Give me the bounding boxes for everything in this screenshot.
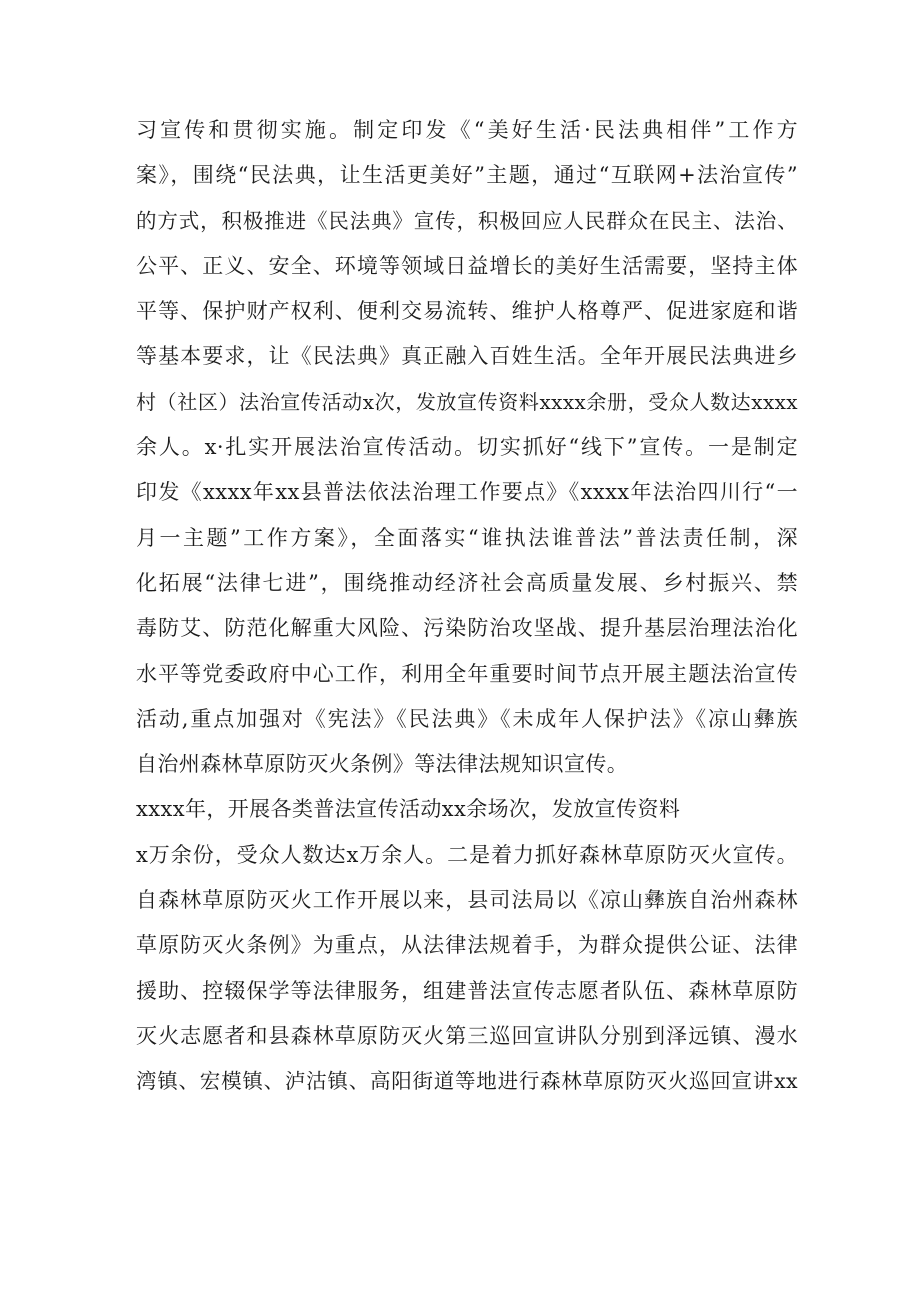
text-line: 的方式，积极推进《民法典》宣传，积极回应人民群众在民主、法治、	[136, 208, 798, 233]
text-line: 灭火志愿者和县森林草原防灭火第三巡回宣讲队分别到泽远镇、漫水	[136, 1023, 798, 1048]
text-line: 习宣传和贯彻实施。制定印发《“美好生活·民法典相伴”工作方	[136, 118, 798, 142]
text-line: 活动,重点加强对《宪法》《民法典》《未成年人保护法》《凉山彝族	[136, 706, 798, 731]
text-line: 草原防灭火条例》为重点，从法律法规着手，为群众提供公证、法律	[136, 933, 798, 958]
text-line: 毒防艾、防范化解重大风险、污染防治攻坚战、提升基层治理法治化	[136, 616, 798, 641]
text-line: 自治州森林草原防灭火条例》等法律法规知识宣传。	[136, 752, 629, 777]
text-line: 水平等党委政府中心工作，利用全年重要时间节点开展主题法治宣传	[136, 661, 798, 686]
text-line: 自森林草原防灭火工作开展以来，县司法局以《凉山彝族自治州森林	[136, 888, 798, 913]
text-line: 援助、控辍保学等法律服务，组建普法宣传志愿者队伍、森林草原防	[136, 978, 798, 1003]
text-line: 村（社区）法治宣传活动x次，发放宣传资料xxxx余册，受众人数达xxxx	[136, 389, 798, 414]
text-line: 案》，围绕“民法典，让生活更美好”主题，通过“互联网+法治宣传”	[136, 163, 798, 188]
text-line: xxxx年，开展各类普法宣传活动xx余场次，发放宣传资料	[136, 797, 681, 822]
text-line: 等基本要求，让《民法典》真正融入百姓生活。全年开展民法典进乡	[136, 344, 798, 369]
body-text	[136, 108, 798, 1105]
text-line: 平等、保护财产权利、便利交易流转、维护人格尊严、促进家庭和谐	[136, 299, 798, 324]
text-line: 公平、正义、安全、环境等领域日益增长的美好生活需要，坚持主体	[136, 253, 798, 278]
text-line: 湾镇、宏模镇、泸沽镇、高阳街道等地进行森林草原防灭火巡回宣讲xx	[136, 1069, 798, 1094]
text-line: 余人。x·扎实开展法治宣传活动。切实抓好“线下”宣传。一是制定	[136, 435, 798, 460]
text-line: 月一主题”工作方案》，全面落实“谁执法谁普法”普法责任制，深	[136, 525, 798, 550]
text-line: 印发《xxxx年xx县普法依法治理工作要点》《xxxx年法治四川行“一	[136, 480, 798, 505]
text-line: 化拓展“法律七进”，围绕推动经济社会高质量发展、乡村振兴、禁	[136, 570, 798, 595]
text-line: x万余份，受众人数达x万余人。二是着力抓好森林草原防灭火宣传。	[136, 842, 798, 867]
